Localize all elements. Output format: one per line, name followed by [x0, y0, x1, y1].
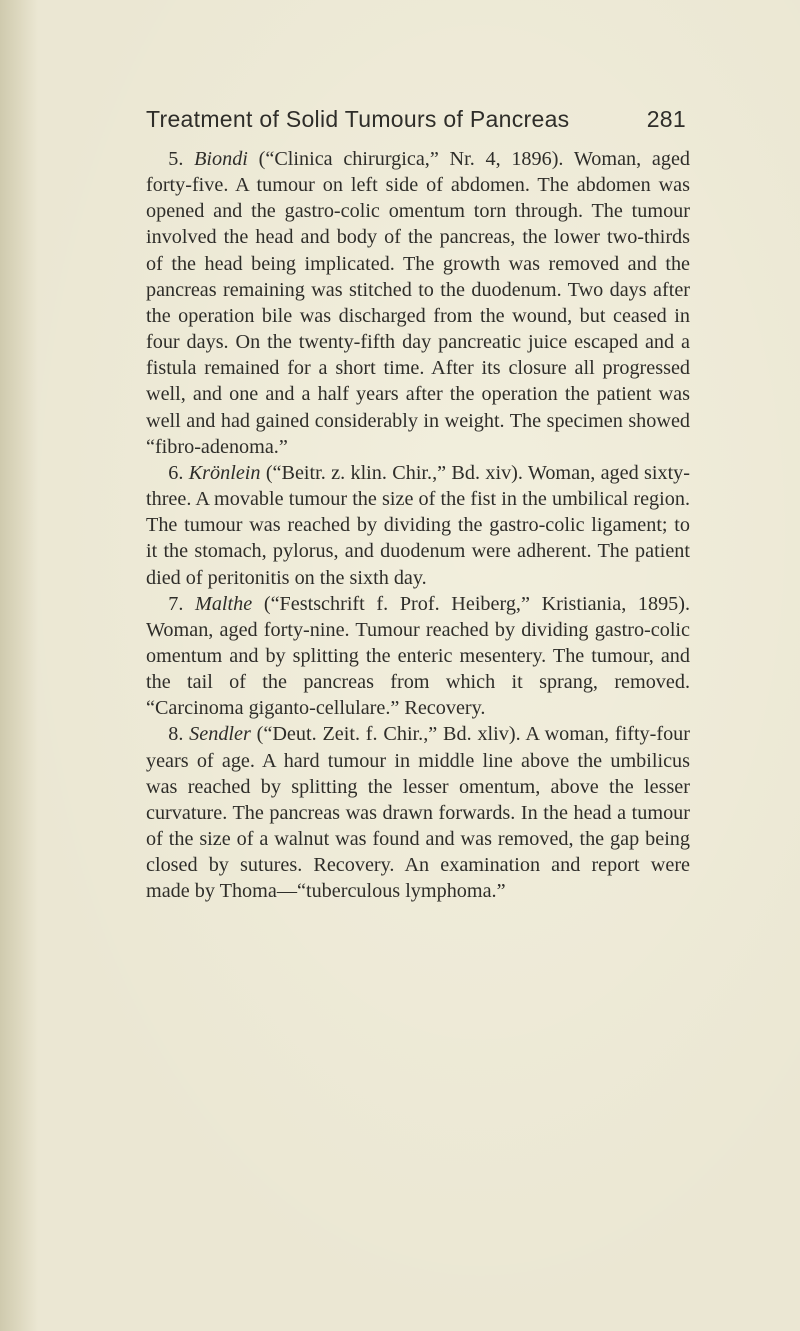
running-header	[146, 106, 686, 133]
entry-number: 8.	[168, 723, 184, 746]
case-entry-7	[146, 591, 690, 722]
entry-number: 5.	[168, 148, 184, 170]
entry-number: 7.	[168, 592, 184, 615]
page-gutter-shadow	[0, 0, 38, 1331]
entry-number: 6.	[168, 461, 184, 484]
running-title: Treatment of Solid Tumours of Pancreas	[146, 106, 570, 132]
case-entry-8	[146, 721, 690, 904]
entry-citation: (“Beitr. z. klin. Chir.,” Bd. xiv).	[265, 461, 523, 484]
page-body	[146, 146, 690, 905]
case-entry-5	[146, 146, 690, 460]
entry-citation: (“Clinica chirurgica,” Nr. 4, 1896).	[258, 148, 564, 170]
page-number: 281	[646, 106, 686, 132]
entry-text: A woman, fifty-four years of age. A hard tumour in middle line above the umbilicus was reached by splitting the lesser omentum, above the lesser curvature. The pancreas was drawn forwards. In the head a tumour of the size of a walnut was found and was removed, the gap being closed by sutures. Recovery. An examination and report were made by Thoma—“tuberculous lymphoma.”	[146, 723, 691, 903]
entry-author: Malthe	[195, 592, 253, 615]
entry-citation: (“Festschrift f. Prof. Heiberg,” Kristiania, 1895).	[263, 592, 691, 615]
entry-text: Woman, aged forty-nine. Tumour reached by dividing gastro-colic omentum and by splitting the enteric mesentery. The tumour, and the tail of the pancreas from which it sprang, removed. “Carcinoma giganto-cellulare.” Recovery.	[146, 618, 690, 720]
entry-author: Biondi	[194, 148, 248, 170]
entry-citation: (“Deut. Zeit. f. Chir.,” Bd. xliv).	[256, 723, 521, 746]
entry-text: Woman, aged sixty-three. A movable tumour the size of the fist in the umbilical region. The tumour was reached by dividing the gastro-colic ligament; to it the stomach, pylorus, and duodenum were adherent. The patient died of peritonitis on the sixth day.	[146, 461, 690, 589]
case-entry-6	[146, 460, 690, 591]
entry-author: Krönlein	[188, 461, 261, 484]
entry-author: Sendler	[189, 723, 251, 746]
entry-text: Woman, aged forty-five. A tumour on left side of abdomen. The abdomen was opened and the gastro-colic omentum torn through. The tumour involved the head and body of the pancreas, the lower two-thirds of the head being implicated. The growth was removed and the pancreas remaining was stitched to the duodenum. Two days after the operation bile was discharged from the wound, but ceased in four days. On the twenty-fifth day pancreatic juice escaped and a fistula remained for a short time. After its closure all progressed well, and one and a half years after the operation the patient was well and had gained considerably in weight. The specimen showed “fibro-adenoma.”	[146, 148, 690, 458]
